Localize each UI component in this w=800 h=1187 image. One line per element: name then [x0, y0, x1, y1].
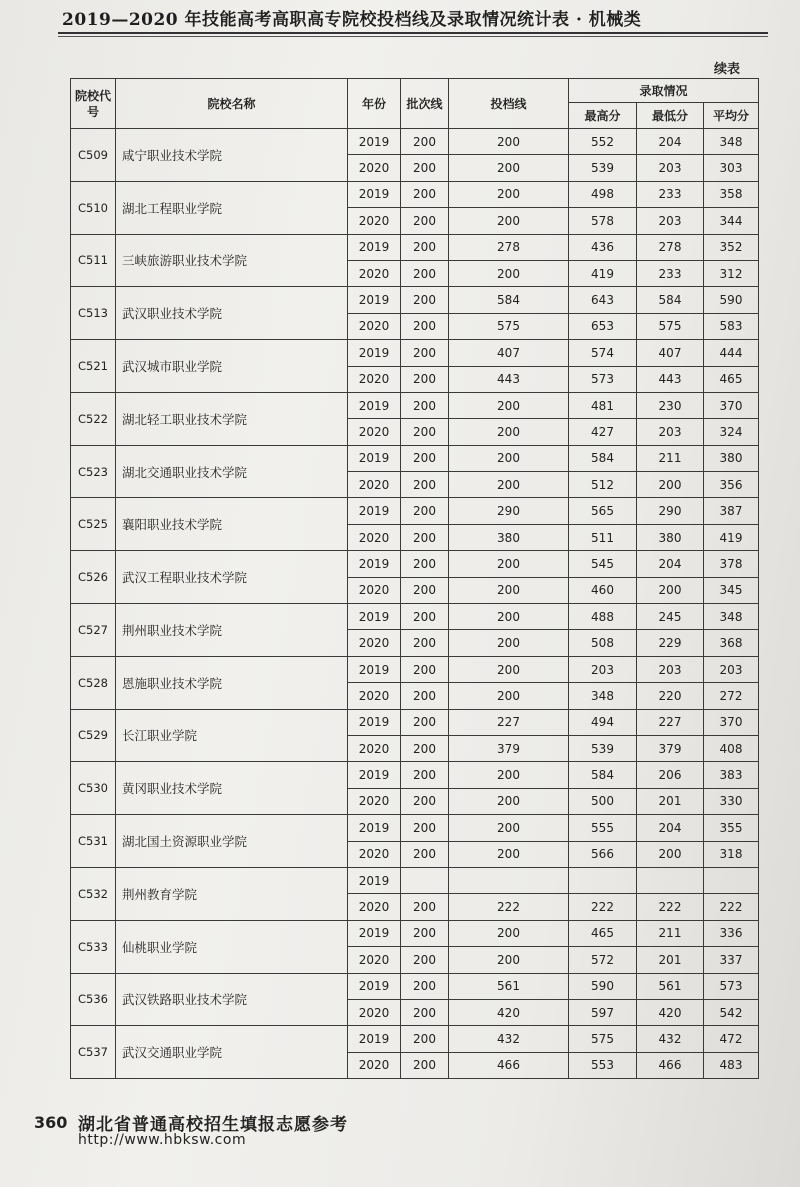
cell-year: 2019	[348, 604, 401, 630]
cell-max: 575	[569, 1026, 637, 1052]
cell-min: 233	[637, 260, 704, 286]
school-name: 武汉城市职业学院	[116, 340, 348, 393]
cell-min: 379	[637, 735, 704, 761]
cell-min: 201	[637, 788, 704, 814]
cell-batch: 200	[401, 551, 449, 577]
cell-min: 584	[637, 287, 704, 313]
cell-cutoff: 380	[449, 524, 569, 550]
cell-cutoff: 200	[449, 788, 569, 814]
school-code: C526	[71, 551, 116, 604]
school-code: C536	[71, 973, 116, 1026]
cell-batch: 200	[401, 208, 449, 234]
cell-max: 203	[569, 656, 637, 682]
cell-avg	[704, 867, 759, 893]
cell-year: 2020	[348, 155, 401, 181]
cell-max: 653	[569, 313, 637, 339]
header-avg: 平均分	[704, 103, 759, 129]
table-row	[71, 181, 759, 207]
cell-avg: 352	[704, 234, 759, 260]
cell-cutoff: 200	[449, 841, 569, 867]
cell-max: 574	[569, 340, 637, 366]
table-row	[71, 867, 759, 893]
table-row	[71, 340, 759, 366]
cell-cutoff: 200	[449, 920, 569, 946]
cell-avg: 370	[704, 709, 759, 735]
cell-min: 290	[637, 498, 704, 524]
cell-avg: 345	[704, 577, 759, 603]
school-code: C532	[71, 867, 116, 920]
cell-max: 566	[569, 841, 637, 867]
school-code: C523	[71, 445, 116, 498]
cell-max: 419	[569, 260, 637, 286]
school-name: 武汉职业技术学院	[116, 287, 348, 340]
school-code: C510	[71, 181, 116, 234]
cell-cutoff: 227	[449, 709, 569, 735]
cell-max: 498	[569, 181, 637, 207]
school-name: 荆州教育学院	[116, 867, 348, 920]
table-row	[71, 498, 759, 524]
cell-max: 539	[569, 735, 637, 761]
cell-avg: 348	[704, 604, 759, 630]
cell-max: 222	[569, 894, 637, 920]
cell-max: 494	[569, 709, 637, 735]
cell-batch: 200	[401, 656, 449, 682]
cell-year: 2020	[348, 208, 401, 234]
cell-batch: 200	[401, 392, 449, 418]
table-row	[71, 234, 759, 260]
cell-max: 573	[569, 366, 637, 392]
cell-year: 2020	[348, 999, 401, 1025]
school-code: C513	[71, 287, 116, 340]
cell-avg: 383	[704, 762, 759, 788]
cell-cutoff: 200	[449, 260, 569, 286]
cell-year: 2019	[348, 445, 401, 471]
cell-avg: 583	[704, 313, 759, 339]
cell-min: 229	[637, 630, 704, 656]
school-name: 长江职业学院	[116, 709, 348, 762]
cell-year: 2020	[348, 524, 401, 550]
cell-cutoff: 200	[449, 762, 569, 788]
cell-avg: 324	[704, 419, 759, 445]
cell-min: 443	[637, 366, 704, 392]
cell-year: 2019	[348, 551, 401, 577]
cell-year: 2020	[348, 841, 401, 867]
cell-cutoff: 200	[449, 181, 569, 207]
school-name: 荆州职业技术学院	[116, 604, 348, 657]
cell-cutoff: 200	[449, 155, 569, 181]
cell-year: 2020	[348, 735, 401, 761]
cell-year: 2020	[348, 313, 401, 339]
cell-year: 2019	[348, 656, 401, 682]
cell-year: 2019	[348, 234, 401, 260]
cell-batch: 200	[401, 366, 449, 392]
table-row	[71, 287, 759, 313]
cell-min: 222	[637, 894, 704, 920]
cell-avg: 344	[704, 208, 759, 234]
cell-batch: 200	[401, 260, 449, 286]
school-name: 武汉铁路职业技术学院	[116, 973, 348, 1026]
cell-year: 2020	[348, 947, 401, 973]
cell-max: 584	[569, 762, 637, 788]
school-code: C528	[71, 656, 116, 709]
table-row	[71, 973, 759, 999]
cell-cutoff: 200	[449, 129, 569, 155]
cell-min: 233	[637, 181, 704, 207]
table-row	[71, 656, 759, 682]
cell-max	[569, 867, 637, 893]
continued-label: 续表	[714, 62, 741, 77]
cell-avg: 312	[704, 260, 759, 286]
header-min: 最低分	[637, 103, 704, 129]
table-row	[71, 551, 759, 577]
cell-min	[637, 867, 704, 893]
cell-year: 2019	[348, 920, 401, 946]
cell-cutoff: 200	[449, 208, 569, 234]
cell-year: 2020	[348, 472, 401, 498]
table-row	[71, 1026, 759, 1052]
cell-year: 2019	[348, 392, 401, 418]
table-row	[71, 129, 759, 155]
cell-cutoff: 200	[449, 472, 569, 498]
cell-max: 590	[569, 973, 637, 999]
table-row	[71, 392, 759, 418]
cell-cutoff: 575	[449, 313, 569, 339]
cell-avg: 355	[704, 815, 759, 841]
cell-cutoff: 200	[449, 577, 569, 603]
cell-avg: 542	[704, 999, 759, 1025]
cell-avg: 590	[704, 287, 759, 313]
school-code: C509	[71, 129, 116, 182]
table-row	[71, 604, 759, 630]
cell-batch: 200	[401, 445, 449, 471]
cell-avg: 444	[704, 340, 759, 366]
cell-batch: 200	[401, 1026, 449, 1052]
school-name: 湖北轻工职业技术学院	[116, 392, 348, 445]
cell-cutoff: 432	[449, 1026, 569, 1052]
cell-avg: 348	[704, 129, 759, 155]
cell-batch: 200	[401, 498, 449, 524]
cell-year: 2020	[348, 1052, 401, 1078]
cell-min: 245	[637, 604, 704, 630]
school-name: 黄冈职业技术学院	[116, 762, 348, 815]
cell-max: 545	[569, 551, 637, 577]
cell-batch: 200	[401, 630, 449, 656]
cell-avg: 368	[704, 630, 759, 656]
cell-avg: 472	[704, 1026, 759, 1052]
cell-max: 500	[569, 788, 637, 814]
cell-cutoff: 200	[449, 815, 569, 841]
cell-cutoff: 222	[449, 894, 569, 920]
cell-max: 539	[569, 155, 637, 181]
school-name: 三峡旅游职业技术学院	[116, 234, 348, 287]
cell-year: 2019	[348, 129, 401, 155]
school-name: 襄阳职业技术学院	[116, 498, 348, 551]
cell-batch: 200	[401, 155, 449, 181]
school-code: C522	[71, 392, 116, 445]
cell-avg: 356	[704, 472, 759, 498]
cell-max: 465	[569, 920, 637, 946]
cell-avg: 336	[704, 920, 759, 946]
cell-max: 511	[569, 524, 637, 550]
cell-year: 2020	[348, 894, 401, 920]
cell-cutoff: 443	[449, 366, 569, 392]
cell-cutoff: 200	[449, 392, 569, 418]
cell-min: 203	[637, 155, 704, 181]
cell-max: 565	[569, 498, 637, 524]
header-code: 院校代号	[71, 79, 116, 129]
cell-batch: 200	[401, 577, 449, 603]
cell-cutoff	[449, 867, 569, 893]
cell-batch	[401, 867, 449, 893]
school-name: 仙桃职业学院	[116, 920, 348, 973]
cell-year: 2020	[348, 260, 401, 286]
cell-min: 407	[637, 340, 704, 366]
cell-year: 2019	[348, 181, 401, 207]
header-year: 年份	[348, 79, 401, 129]
cell-batch: 200	[401, 815, 449, 841]
school-code: C533	[71, 920, 116, 973]
cell-batch: 200	[401, 181, 449, 207]
cell-min: 200	[637, 472, 704, 498]
cell-avg: 483	[704, 1052, 759, 1078]
cell-max: 578	[569, 208, 637, 234]
cell-min: 220	[637, 683, 704, 709]
cell-min: 204	[637, 129, 704, 155]
cell-batch: 200	[401, 313, 449, 339]
cell-batch: 200	[401, 129, 449, 155]
cell-batch: 200	[401, 287, 449, 313]
cell-cutoff: 200	[449, 551, 569, 577]
cell-min: 203	[637, 419, 704, 445]
school-name: 武汉工程职业技术学院	[116, 551, 348, 604]
cell-max: 481	[569, 392, 637, 418]
school-code: C537	[71, 1026, 116, 1079]
cell-avg: 272	[704, 683, 759, 709]
cell-avg: 419	[704, 524, 759, 550]
cell-batch: 200	[401, 524, 449, 550]
cell-year: 2020	[348, 366, 401, 392]
cell-batch: 200	[401, 735, 449, 761]
cell-max: 597	[569, 999, 637, 1025]
cell-max: 643	[569, 287, 637, 313]
school-code: C521	[71, 340, 116, 393]
cell-avg: 203	[704, 656, 759, 682]
cell-cutoff: 200	[449, 630, 569, 656]
cell-min: 420	[637, 999, 704, 1025]
cell-min: 466	[637, 1052, 704, 1078]
cell-max: 512	[569, 472, 637, 498]
cell-batch: 200	[401, 604, 449, 630]
school-name: 咸宁职业技术学院	[116, 129, 348, 182]
cell-year: 2019	[348, 973, 401, 999]
table-row	[71, 762, 759, 788]
cell-batch: 200	[401, 841, 449, 867]
header-batch: 批次线	[401, 79, 449, 129]
cell-batch: 200	[401, 709, 449, 735]
cell-avg: 408	[704, 735, 759, 761]
cell-max: 555	[569, 815, 637, 841]
cell-max: 552	[569, 129, 637, 155]
cell-min: 204	[637, 815, 704, 841]
cell-min: 204	[637, 551, 704, 577]
school-name: 湖北国土资源职业学院	[116, 815, 348, 868]
cell-avg: 222	[704, 894, 759, 920]
cell-batch: 200	[401, 472, 449, 498]
table-row	[71, 815, 759, 841]
school-code: C511	[71, 234, 116, 287]
header-max: 最高分	[569, 103, 637, 129]
cell-batch: 200	[401, 788, 449, 814]
cell-year: 2020	[348, 788, 401, 814]
cell-min: 432	[637, 1026, 704, 1052]
cell-cutoff: 200	[449, 419, 569, 445]
school-code: C530	[71, 762, 116, 815]
school-name: 恩施职业技术学院	[116, 656, 348, 709]
cell-min: 200	[637, 577, 704, 603]
cell-min: 278	[637, 234, 704, 260]
cell-min: 211	[637, 445, 704, 471]
cell-year: 2019	[348, 815, 401, 841]
cell-avg: 358	[704, 181, 759, 207]
cell-max: 488	[569, 604, 637, 630]
cell-batch: 200	[401, 683, 449, 709]
cell-year: 2019	[348, 340, 401, 366]
cell-cutoff: 290	[449, 498, 569, 524]
cell-year: 2019	[348, 1026, 401, 1052]
school-code: C527	[71, 604, 116, 657]
cell-min: 203	[637, 656, 704, 682]
page-number: 360	[34, 1113, 68, 1132]
school-code: C531	[71, 815, 116, 868]
cell-cutoff: 584	[449, 287, 569, 313]
cell-min: 211	[637, 920, 704, 946]
cell-max: 584	[569, 445, 637, 471]
cell-batch: 200	[401, 947, 449, 973]
cell-cutoff: 200	[449, 656, 569, 682]
school-code: C529	[71, 709, 116, 762]
cell-min: 203	[637, 208, 704, 234]
cell-min: 561	[637, 973, 704, 999]
cell-cutoff: 561	[449, 973, 569, 999]
cell-avg: 303	[704, 155, 759, 181]
cell-cutoff: 200	[449, 445, 569, 471]
cell-max: 348	[569, 683, 637, 709]
cell-cutoff: 278	[449, 234, 569, 260]
header-cutoff: 投档线	[449, 79, 569, 129]
cell-year: 2019	[348, 867, 401, 893]
cell-avg: 378	[704, 551, 759, 577]
cell-year: 2019	[348, 287, 401, 313]
cell-cutoff: 420	[449, 999, 569, 1025]
table-body	[71, 129, 759, 1079]
cell-avg: 330	[704, 788, 759, 814]
cell-min: 200	[637, 841, 704, 867]
cell-avg: 318	[704, 841, 759, 867]
cell-avg: 370	[704, 392, 759, 418]
header-rule-thin	[58, 36, 768, 37]
cell-year: 2020	[348, 419, 401, 445]
cell-year: 2019	[348, 709, 401, 735]
table-row	[71, 709, 759, 735]
cell-cutoff: 379	[449, 735, 569, 761]
cell-avg: 387	[704, 498, 759, 524]
cell-min: 201	[637, 947, 704, 973]
school-name: 武汉交通职业学院	[116, 1026, 348, 1079]
cell-year: 2020	[348, 630, 401, 656]
cell-max: 572	[569, 947, 637, 973]
school-name: 湖北工程职业学院	[116, 181, 348, 234]
admission-table	[70, 78, 759, 1079]
cell-batch: 200	[401, 340, 449, 366]
cell-max: 436	[569, 234, 637, 260]
cell-cutoff: 200	[449, 947, 569, 973]
cell-batch: 200	[401, 762, 449, 788]
cell-max: 460	[569, 577, 637, 603]
cell-batch: 200	[401, 1052, 449, 1078]
cell-min: 227	[637, 709, 704, 735]
cell-cutoff: 200	[449, 683, 569, 709]
school-code: C525	[71, 498, 116, 551]
page-title: 2019—2020 年技能高考高职高专院校投档线及录取情况统计表 · 机械类	[62, 10, 642, 30]
cell-avg: 465	[704, 366, 759, 392]
table-row	[71, 920, 759, 946]
cell-avg: 380	[704, 445, 759, 471]
cell-max: 553	[569, 1052, 637, 1078]
cell-year: 2020	[348, 683, 401, 709]
cell-cutoff: 466	[449, 1052, 569, 1078]
cell-batch: 200	[401, 419, 449, 445]
school-name: 湖北交通职业技术学院	[116, 445, 348, 498]
cell-avg: 337	[704, 947, 759, 973]
cell-min: 230	[637, 392, 704, 418]
cell-year: 2019	[348, 498, 401, 524]
cell-max: 427	[569, 419, 637, 445]
cell-cutoff: 407	[449, 340, 569, 366]
cell-cutoff: 200	[449, 604, 569, 630]
website-url: http://www.hbksw.com	[78, 1132, 247, 1148]
cell-batch: 200	[401, 894, 449, 920]
header-rule	[58, 32, 768, 34]
cell-min: 380	[637, 524, 704, 550]
cell-batch: 200	[401, 999, 449, 1025]
header-name: 院校名称	[116, 79, 348, 129]
cell-min: 206	[637, 762, 704, 788]
cell-year: 2019	[348, 762, 401, 788]
publication-name: 湖北省普通高校招生填报志愿参考	[78, 1115, 348, 1135]
cell-year: 2020	[348, 577, 401, 603]
cell-avg: 573	[704, 973, 759, 999]
header-admission: 录取情况	[569, 79, 759, 103]
cell-max: 508	[569, 630, 637, 656]
cell-batch: 200	[401, 920, 449, 946]
table-row	[71, 445, 759, 471]
cell-batch: 200	[401, 234, 449, 260]
cell-batch: 200	[401, 973, 449, 999]
cell-min: 575	[637, 313, 704, 339]
